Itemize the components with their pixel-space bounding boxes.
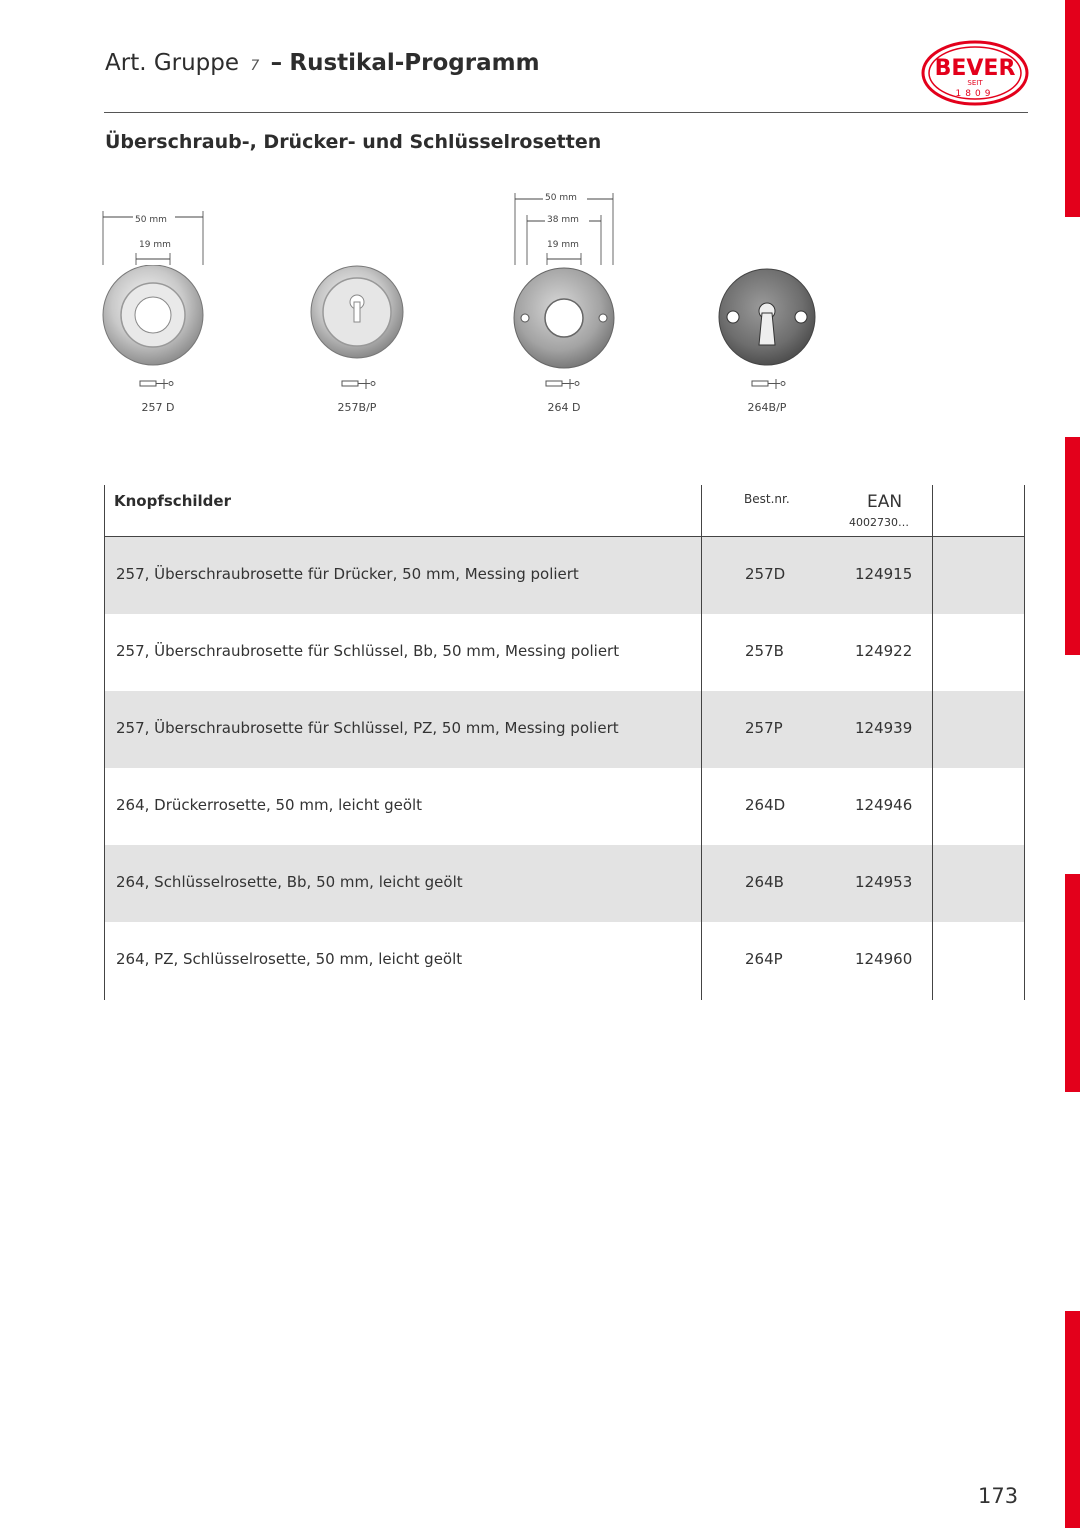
dim-50mm: 50 mm	[135, 215, 167, 225]
bestnr-heading: Best.nr.	[744, 492, 790, 506]
mounting-icon	[544, 377, 584, 391]
product-table	[104, 485, 1025, 1000]
row-description: 257, Überschraubrosette für Schlüssel, PZ, 50 mm, Messing poliert	[116, 719, 619, 737]
product-label: 264 D	[547, 401, 581, 414]
row-bestnr: 264B	[745, 873, 784, 891]
dim-19mm: 19 mm	[547, 240, 579, 250]
dim-50mm: 50 mm	[545, 193, 577, 203]
row-description: 257, Überschraubrosette für Schlüssel, Bb, 50 mm, Messing poliert	[116, 642, 620, 660]
row-ean: 124946	[855, 796, 913, 814]
logo-seit: SEIT	[967, 79, 983, 87]
mounting-icon	[138, 377, 178, 391]
header-dash: –	[270, 50, 283, 76]
row-description: 257, Überschraubrosette für Drücker, 50 mm, Messing poliert	[116, 565, 579, 583]
dimension-lines	[95, 205, 220, 265]
row-description: 264, Schlüsselrosette, Bb, 50 mm, leicht geölt	[116, 873, 463, 891]
rosette-image-264bp	[712, 267, 822, 377]
row-description: 264, Drückerrosette, 50 mm, leicht geölt	[116, 796, 423, 814]
mounting-icon	[340, 377, 380, 391]
table-row	[104, 922, 1025, 999]
rosette-image	[98, 265, 208, 375]
table-row	[104, 691, 1025, 768]
row-bestnr: 257P	[745, 719, 783, 737]
rosette-image-257bp	[302, 262, 412, 372]
table-row	[104, 768, 1025, 845]
dim-38mm: 38 mm	[547, 215, 579, 225]
table-row	[104, 845, 1025, 922]
table-header-rule	[104, 536, 1025, 537]
row-ean: 124915	[855, 565, 913, 583]
page-number: 173	[978, 1484, 1019, 1508]
edge-marker	[1065, 874, 1080, 1092]
product-label: 257B/P	[337, 401, 377, 414]
product-label: 257 D	[141, 401, 175, 414]
dim-19mm: 19 mm	[139, 240, 171, 250]
table-row	[104, 614, 1025, 691]
row-bestnr: 257B	[745, 642, 784, 660]
row-bestnr: 257D	[745, 565, 786, 583]
rosette-image	[509, 263, 619, 373]
product-label: 264B/P	[747, 401, 787, 414]
header-rule	[104, 112, 1028, 113]
logo-brand: BEVER	[934, 56, 1016, 81]
row-ean: 124953	[855, 873, 913, 891]
mounting-icon	[750, 377, 790, 391]
table-row	[104, 537, 1025, 614]
row-bestnr: 264P	[745, 950, 783, 968]
table-category-heading: Knopfschilder	[114, 492, 231, 510]
row-ean: 124922	[855, 642, 913, 660]
ean-heading: EAN	[867, 492, 903, 512]
section-title: Überschraub-, Drücker- und Schlüsselrosetten	[105, 131, 602, 153]
edge-marker	[1065, 1311, 1080, 1528]
page-header-title	[105, 50, 540, 76]
logo-year: 1809	[955, 89, 995, 99]
header-prefix: Art. Gruppe	[105, 50, 240, 76]
table-border	[104, 485, 105, 1000]
row-ean: 124939	[855, 719, 913, 737]
row-ean: 124960	[855, 950, 913, 968]
table-column-divider	[701, 485, 702, 1000]
row-bestnr: 264D	[745, 796, 786, 814]
table-border	[1024, 485, 1025, 1000]
edge-marker	[1065, 0, 1080, 217]
table-column-divider	[932, 485, 933, 1000]
header-title: Rustikal-Programm	[289, 50, 540, 76]
ean-prefix: 4002730…	[849, 516, 909, 529]
bever-logo	[920, 40, 1030, 106]
row-description: 264, PZ, Schlüsselrosette, 50 mm, leicht geölt	[116, 950, 463, 968]
edge-marker	[1065, 437, 1080, 655]
header-group-number: 7	[250, 58, 260, 74]
